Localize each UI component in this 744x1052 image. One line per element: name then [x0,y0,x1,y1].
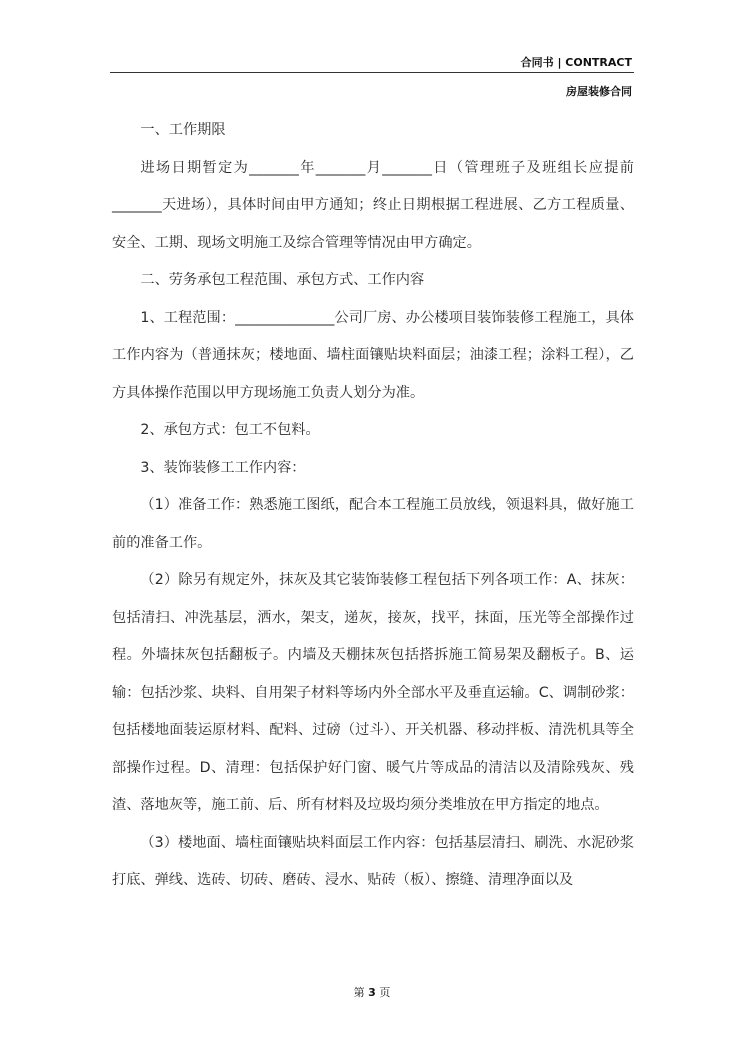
document-brand-header: 合同书 | CONTRACT [520,56,632,69]
paragraph-contract-method: 2、承包方式：包工不包料。 [140,422,320,438]
contract-body [112,112,634,900]
paragraph-project-scope: 1、工程范围：______________公司厂房、办公楼项目装饰装修工程施工，具体工作内容为（普通抹灰；楼地面、墙柱面镶贴块料面层；油漆工程；涂料工程），乙方具体操作范围以甲方现场施工负责人划分为准。 [112,309,634,401]
section-heading-scope: 二、劳务承包工程范围、承包方式、工作内容 [140,272,425,288]
paragraph-entry-date: 进场日期暂定为_______年_______月_______日（管理班子及班组长应提前_______天进场），具体时间由甲方通知；终止日期根据工程进展、乙方工程质量、安全、工期、现场文明施工及综合管理等情况由甲方确定。 [112,159,634,251]
page-suffix: 页 [379,986,391,999]
paragraph-work-content-heading: 3、装饰装修工工作内容： [140,459,306,476]
page-number-footer [0,984,744,1000]
document-title-header: 房屋装修合同 [566,85,632,98]
paragraph-preparation-work: （1）准备工作：熟悉施工图纸，配合本工程施工员放线，领退料具，做好施工前的准备工作。 [112,497,634,551]
header-divider [110,72,634,73]
page-prefix: 第 [353,986,365,999]
paragraph-plastering-work: （2）除另有规定外，抹灰及其它装饰装修工程包括下列各项工作：A、抹灰：包括清扫、冲洗基层，洒水，架支，递灰，接灰，找平，抹面，压光等全部操作过程。外墙抹灰包括翻板子。内墙及天棚抹灰包括搭拆施工简易架及翻板子。B、运输：包括沙浆、块料、自用架子材料等场内外全部水平及垂直运输。C、调制砂浆：包括楼地面装运原材料、配料、过磅（过斗）、开关机器、移动拌板、清洗机具等全部操作过程。D、清理：包括保护好门窗、暖气片等成品的清洁以及清除残灰、残渣、落地灰等，施工前、后、所有材料及垃圾均须分类堆放在甲方指定的地点。 [112,572,634,813]
paragraph-tiling-work: （3）楼地面、墙柱面镶贴块料面层工作内容：包括基层清扫、刷洗、水泥砂浆打底、弹线、选砖、切砖、磨砖、浸水、贴砖（板）、擦缝、清理净面以及 [112,834,634,888]
page-number: 3 [368,986,376,999]
section-heading-work-period: 一、工作期限 [140,122,226,138]
